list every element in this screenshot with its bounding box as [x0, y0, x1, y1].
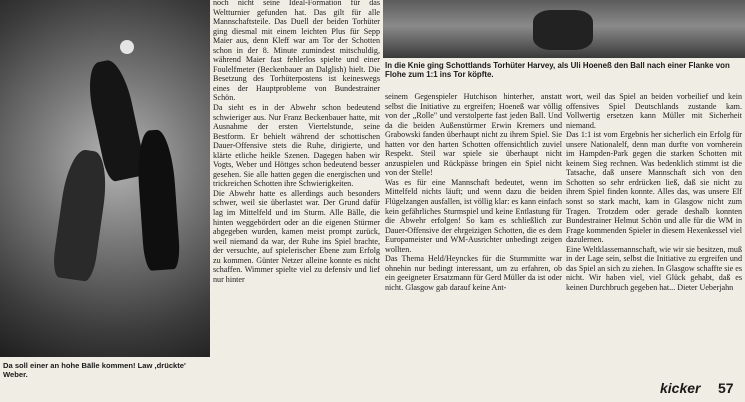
article-column-2: seinem Gegenspieler Hutchison hinterher, anstatt selbst die Initiative zu ergreifen; Hoeneß war völlig von der „Rolle" und verstolperte fast jeden Ball. Und da die beiden Außenstürmer Erwin Kremers und Grabowski fanden überhaupt nicht zu ihrem Spiel. Sie hatten vor den harten Schotten offensichtlich zuviel Respekt. Steil war spiele sie überhaupt nicht anzuspielen und Rückpässe bringen ein Spiel nicht von der Stelle! Was es für eine Mannschaft bedeutet, wenn im Mittelfeld nichts läuft; und wenn dazu die beiden Flügelzangen ausfallen, ist völlig klar: es kann einfach kein gefährliches Sturmspiel und keine Entlastung für die Abwehr erfolgen! So kam es schließlich zur Dauer-Offensive der ehrgeizigen Schotten, die es dem Europameister und WM-Ausrichter unbedingt zeigen wollten. Das Thema Held/Heynckes für die Sturmmitte war ohnehin nur bedingt interessant, um zu erfahren, ob ein geeigneter Ersatzmann für Gerd Müller da ist oder nicht. Glasgow gab darauf keine Ant-: [385, 92, 562, 292]
magazine-logo: kicker: [660, 380, 701, 396]
right-photo-caption: In die Knie ging Schottlands Torhüter Harvey, als Uli Hoeneß den Ball nach einer Flanke von Flohe zum 1:1 ins Tor köpfte.: [385, 61, 730, 79]
left-photo-caption: Da soll einer an hohe Bälle kommen! Law ‚drückte' Weber.: [3, 361, 186, 379]
goalkeeper-figure: [533, 10, 593, 50]
article-column-3: wort, weil das Spiel an beiden vorbeilief und kein offensives Spiel Deutschlands zustande kam. Vollwertig ersetzen kann Müller mit Sicherheit niemand. Das 1:1 ist vom Ergebnis her sicherlich ein Erfolg für unsere Nationalelf, denn man durfte von vornherein im Hampden-Park gegen die starken Schotten mit keinem Sieg rechnen. Was bedenklich stimmt ist die Tatsache, daß unsere Mannschaft sich von den Schotten so sehr erdrücken ließ, daß sie nicht zu ihrem Spiel finden konnte. Alles das, was unsere Elf sonst so stark macht, kam in Glasgow nicht zum Tragen. Trotzdem oder gerade deshalb konnten Bundestrainer Helmut Schön und alle für die WM in Frage kommenden Spieler in diesem Hexenkessel viel dazulernen. Eine Weltklassemannschaft, wie wir sie besitzen, muß in der Lage sein, selbst die Initiative zu ergreifen und das Spiel an sich zu ziehen. In Glasgow schaffte sie es nicht. Wir haben viel, viel Glück gehabt, daß es keinen Durchbruch gegeben hat... Dieter Ueberjahn: [566, 92, 742, 292]
right-photo: [383, 0, 745, 58]
page-number: 57: [718, 380, 734, 396]
ball: [120, 40, 134, 54]
article-column-1: noch nicht seine Ideal-Formation für das Weltturnier gefunden hat. Das gilt für alle Mannschaftsteile. Das Duell der beiden Torhüter ging diesmal mit einem leichten Plus für Sepp Maier aus, denn Kleff war am Tor der Schotten schon in der 8. Minute zumindest mitschuldig, während Maier fast fehlerlos spielte und einer Foulelfmeter (Beckenbauer an Dalglish) hielt. Die Besetzung des Torhüterpostens ist keineswegs eines der Hauptprobleme von Bundestrainer Schön. Da sieht es in der Abwehr schon bedeutend schwieriger aus. Nur Franz Beckenbauer hatte, mit Ausnahme der ersten Viertelstunde, seine Bestform. Er behielt während der schottischen Dauer-Offensive stets die Ruhe, dirigierte, und klärte etliche heikle Szenen. Dagegen haben wir Vogts, Weber und Höttges schon bedeutend besser gesehen. Sie alle hatten gegen die energischen und trickreichen Schotten ihre Schwierigkeiten. Die Abwehr hatte es allerdings auch besonders schwer, weil sie überlastet war. Der Grund dafür lag im Mittelfeld und im Sturm. Alle Bälle, die hinten weggebördert oder an die eigenen Stürmer abgegeben wurden, kamen meist prompt zurück, weil niemand da war, der Ruhe ins Spiel brachte, der versuchte, auf spielerischer Ebene zum Erfolg zu kommen. Günter Netzer alleine konnte es nicht schaffen. Wimmer spielte viel zu defensiv und lief nur hinter: [213, 0, 380, 284]
left-photo: [0, 0, 210, 357]
